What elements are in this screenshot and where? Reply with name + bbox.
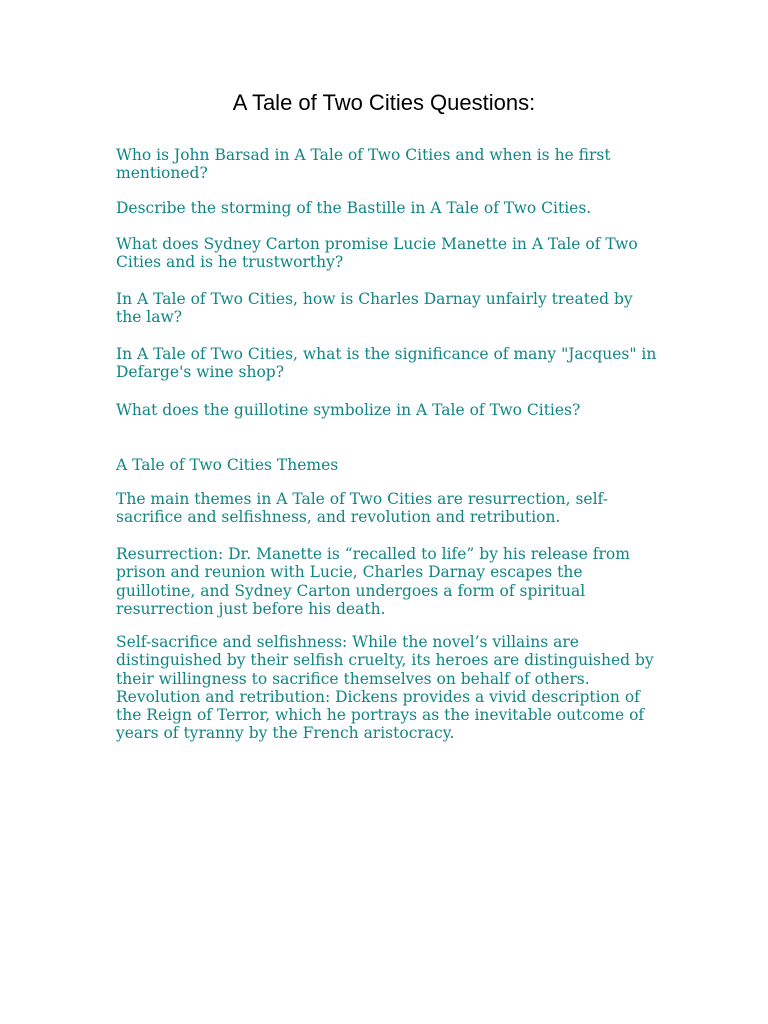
themes-heading: A Tale of Two Cities Themes: [116, 456, 339, 474]
question-2: Describe the storming of the Bastille in A Tale of Two Cities.: [116, 199, 592, 217]
question-3: What does Sydney Carton promise Lucie Manette in A Tale of Two Cities and is he trustworthy?: [116, 235, 638, 272]
question-5: In A Tale of Two Cities, what is the significance of many "Jacques" in Defarge's wine shop?: [116, 345, 657, 382]
theme-self-sacrifice: Self-sacrifice and selfishness: While the novel’s villains are distinguished by their selfish cruelty, its heroes are distinguished by their willingness to sacrifice themselves on behalf of others.: [116, 633, 654, 688]
theme-resurrection: Resurrection: Dr. Manette is “recalled to life” by his release from prison and reunion with Lucie, Charles Darnay escapes the guillotine, and Sydney Carton undergoes a form of spiritual resurrection just before his death.: [116, 545, 630, 618]
theme-group: [116, 633, 661, 743]
theme-revolution: Revolution and retribution: Dickens provides a vivid description of the Reign of Terror, which he portrays as the inevitable outcome of years of tyranny by the French aristocracy.: [116, 687, 645, 743]
document-title: A Tale of Two Cities Questions:: [232, 90, 536, 115]
question-1: Who is John Barsad in A Tale of Two Cities and when is he first mentioned?: [116, 146, 611, 183]
question-6: What does the guillotine symbolize in A Tale of Two Cities?: [116, 401, 581, 419]
question-4: In A Tale of Two Cities, how is Charles Darnay unfairly treated by the law?: [116, 290, 633, 327]
themes-summary: The main themes in A Tale of Two Cities are resurrection, self-sacrifice and selfishness, and revolution and retribution.: [116, 490, 608, 527]
